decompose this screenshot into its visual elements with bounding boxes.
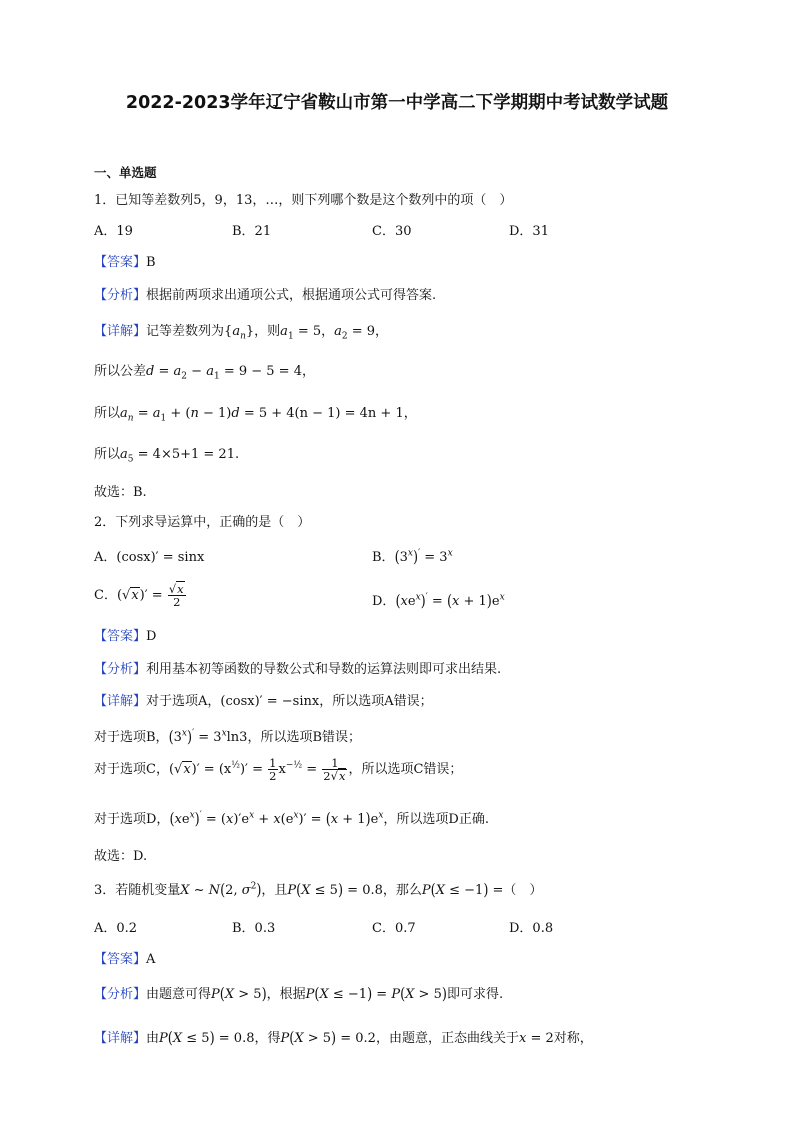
q1-option-d: D．31 xyxy=(509,224,549,239)
q2-answer: 【答案】D xyxy=(94,629,157,644)
q3-option-b: B．0.3 xyxy=(232,921,276,936)
q3-detail: 【详解】由P(X ≤ 5) = 0.8，得P(X > 5) = 0.2，由题意，正态曲线关于x = 2对称， xyxy=(94,1029,593,1048)
q1-option-b: B．21 xyxy=(232,224,272,239)
q2-option-d: D．$(xe^x)' = (x + 1)e^x$ xyxy=(372,592,505,611)
q2-stem: 2．下列求导运算中，正确的是（ ） xyxy=(94,515,311,530)
q1-detail-line3: 所以$a_n = a_1 + (n - 1)d = 5 + 4(n - 1) = 4n + 1$， xyxy=(94,406,417,424)
q1-answer-value: B xyxy=(146,255,156,270)
q2-option-b: B．$(3^x)' = 3^x$ xyxy=(372,548,453,567)
q1-conclusion: 故选：B. xyxy=(94,485,147,500)
detail-label: 【详解】 xyxy=(94,324,147,339)
q1-detail-line2: 所以公差$d = a_2 - a_1 = 9 - 5 = 4$， xyxy=(94,364,315,382)
q2-option-c: C．(√x)′ = $\frac{√x}{2}$ xyxy=(94,582,184,610)
q3-option-a: A．0.2 xyxy=(94,921,138,936)
q1-detail-line1: 【详解】记等差数列为$\{a_n\}$，则$a_1 = 5$，$a_2 = 9$， xyxy=(94,324,389,342)
page-title: 2022-2023学年辽宁省鞍山市第一中学高二下学期期中考试数学试题 xyxy=(125,93,669,113)
q3-stem: 3．若随机变量X ~ N(2, $\sigma^2$)，且P(X ≤ 5) = 0.8，那么P(X ≤ −1) =（ ） xyxy=(94,881,543,900)
q1-option-c: C．30 xyxy=(372,224,412,239)
analysis-label: 【分析】 xyxy=(94,288,147,303)
q1-stem: 1．已知等差数列5，9，13，…，则下列哪个数是这个数列中的项（ ） xyxy=(94,193,513,208)
q1-analysis xyxy=(94,284,436,303)
q2-detail-a: 【详解】对于选项A，(cosx)′ = −sinx，所以选项A错误； xyxy=(94,694,433,709)
q1-detail-line4: 所以$a_5 = 4\times 5+1 = 21$. xyxy=(94,447,240,465)
q3-option-c: C．0.7 xyxy=(372,921,416,936)
q1-option-a: A．19 xyxy=(94,224,133,239)
q3-answer: 【答案】A xyxy=(94,952,156,967)
section-heading: 一、单选题 xyxy=(94,165,157,180)
q2-detail-d: 对于选项D，$(xe^x)' = (x)'e^x + x(e^x)' = (x + 1)e^x$，所以选项D正确. xyxy=(94,810,489,829)
q3-option-d: D．0.8 xyxy=(509,921,554,936)
q3-analysis: 【分析】由题意可得P(X > 5)，根据P(X ≤ −1) = P(X > 5)即可求得. xyxy=(94,985,504,1004)
q2-conclusion: 故选：D. xyxy=(94,849,148,864)
q2-detail-c: 对于选项C，$(√x)' = (x^{\frac{1}{2}})'$ = $\frac{1}{2}$ $x^{-\frac{1}{2}}$ = $\frac{1}{2√x}$ ，所以选项C错误； xyxy=(94,756,463,784)
q1-analysis-text: 根据前两项求出通项公式，根据通项公式可得答案. xyxy=(146,288,437,303)
q2-option-a: A．(cosx)′ = sinx xyxy=(94,550,205,565)
q2-analysis: 【分析】利用基本初等函数的导数公式和导数的运算法则即可求出结果. xyxy=(94,662,502,677)
answer-label: 【答案】 xyxy=(94,255,147,270)
q2-detail-b: 对于选项B，$(3^x)' = 3^x\ln 3$，所以选项B错误； xyxy=(94,728,362,747)
q1-answer xyxy=(94,251,156,270)
